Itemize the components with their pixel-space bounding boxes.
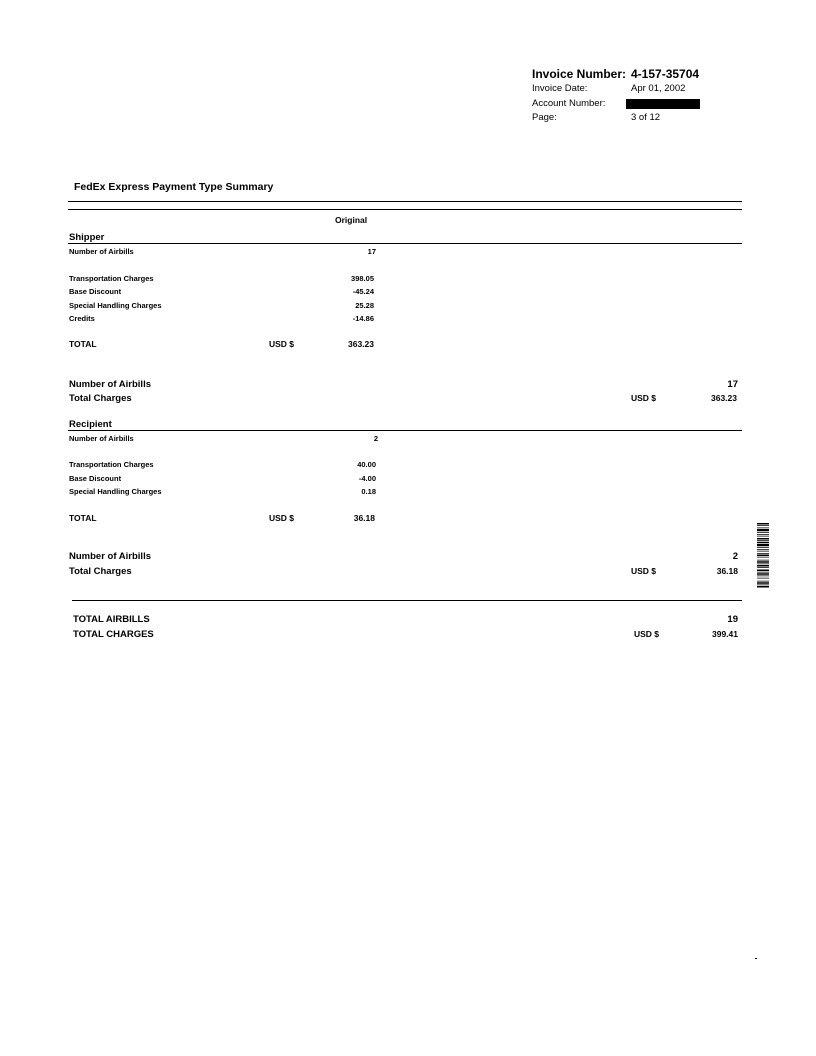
recipient-summary-charges-value: 36.18 (716, 566, 738, 576)
recipient-summary-currency: USD $ (631, 566, 657, 576)
shipper-summary-currency: USD $ (631, 393, 657, 403)
grand-total-rule (72, 600, 742, 601)
recipient-total-value: 36.18 (353, 513, 375, 523)
recipient-airbills-label: Number of Airbills (69, 434, 134, 443)
title-rule-top (68, 201, 742, 202)
title-rule-bottom (68, 209, 742, 210)
invoice-number: 4-157-35704 (631, 67, 700, 81)
page-mark (755, 958, 757, 959)
shipper-total-label: TOTAL (69, 339, 97, 349)
account-number-label: Account Number: (532, 98, 606, 109)
shipper-line-label: Credits (69, 314, 95, 323)
shipper-rule (68, 243, 742, 244)
page-title: FedEx Express Payment Type Summary (74, 181, 274, 193)
barcode-image (757, 523, 769, 621)
page-number: 3 of 12 (631, 112, 661, 123)
shipper-summary-charges-label: Total Charges (69, 393, 132, 404)
total-airbills-value: 19 (727, 614, 738, 625)
recipient-airbills-value: 2 (373, 434, 378, 443)
recipient-heading: Recipient (69, 419, 112, 430)
recipient-line-value: 0.18 (361, 487, 376, 496)
redacted-account-number (626, 99, 700, 109)
recipient-summary-charges-label: Total Charges (69, 566, 132, 577)
shipper-airbills-label: Number of Airbills (69, 247, 134, 256)
shipper-summary-charges-value: 363.23 (711, 393, 737, 403)
shipper-heading: Shipper (69, 232, 105, 243)
shipper-total-value: 363.23 (348, 339, 374, 349)
shipper-line-value: -14.86 (352, 314, 374, 323)
shipper-line-label: Base Discount (69, 287, 122, 296)
recipient-total-currency: USD $ (269, 513, 295, 523)
shipper-line-label: Special Handling Charges (69, 301, 162, 310)
recipient-line-value: 40.00 (357, 460, 376, 469)
column-header-original: Original (335, 215, 368, 225)
shipper-total-currency: USD $ (269, 339, 295, 349)
invoice-date-label: Invoice Date: (532, 83, 588, 94)
total-charges-currency: USD $ (634, 629, 660, 639)
shipper-line-value: 25.28 (355, 301, 374, 310)
total-airbills-label: TOTAL AIRBILLS (73, 614, 150, 625)
recipient-line-value: -4.00 (358, 474, 376, 483)
shipper-line-value: 398.05 (351, 274, 374, 283)
recipient-line-label: Special Handling Charges (69, 487, 162, 496)
recipient-rule (68, 430, 742, 431)
page-label: Page: (532, 112, 557, 123)
recipient-line-label: Transportation Charges (69, 460, 154, 469)
shipper-summary-airbills-label: Number of Airbills (69, 379, 151, 390)
total-charges-value: 399.41 (712, 629, 738, 639)
total-charges-label: TOTAL CHARGES (73, 629, 154, 640)
shipper-airbills-value: 17 (367, 247, 376, 256)
recipient-total-label: TOTAL (69, 513, 97, 523)
recipient-summary-airbills-label: Number of Airbills (69, 551, 151, 562)
shipper-line-label: Transportation Charges (69, 274, 154, 283)
invoice-date: Apr 01, 2002 (631, 83, 686, 94)
recipient-line-label: Base Discount (69, 474, 122, 483)
shipper-summary-airbills-value: 17 (727, 379, 738, 390)
recipient-summary-airbills-value: 2 (732, 551, 738, 562)
invoice-number-label: Invoice Number: (532, 67, 627, 81)
shipper-line-value: -45.24 (352, 287, 374, 296)
